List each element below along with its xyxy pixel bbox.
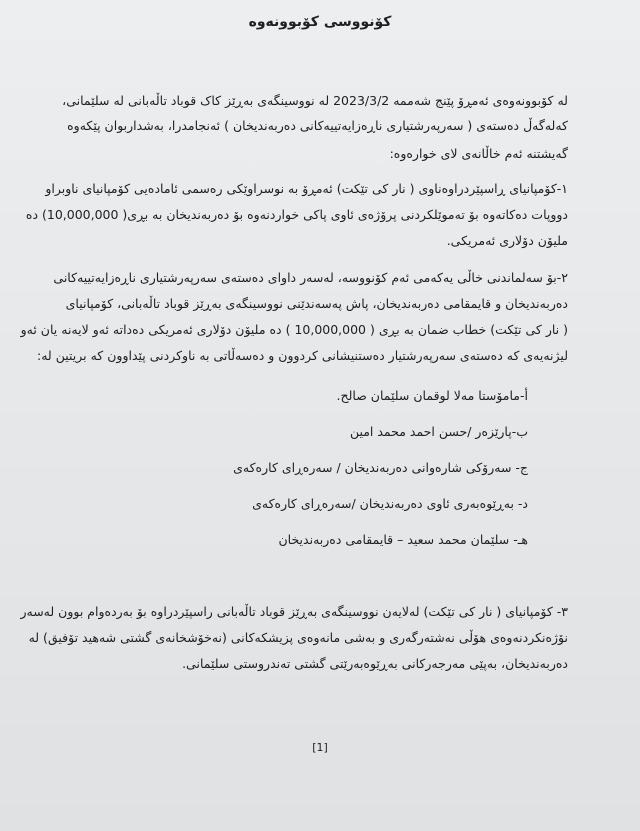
member-item-5: هـ- سلێمان محمد سعید – قایمقامی دەربەندیخان: [278, 532, 528, 547]
document-title: کۆنووسی کۆبوونەوە: [248, 14, 392, 30]
point-2-line-1: ٢-بۆ سەلماندنی خاڵی یەکەمی ئەم کۆنووسە، لەسەر داوای دەستەی سەرپەرشتیاری ناڕەزایەتییەکانی: [53, 270, 568, 285]
point-2-line-3: ( نار کی تێکت) خطاب ضمان بە بڕی ( 10,000,000 ) دە ملیۆن دۆلاری ئەمریکی دەداتە ئەو لایەنە یان ئەو: [20, 322, 568, 337]
intro-line-2: کەلەگەڵ دەستەی ( سەرپەرشتیاری ناڕەزایەتییەکانی دەربەندیخان ) ئەنجامدرا، بەشداربوان پێکەوە: [67, 118, 568, 133]
intro-line-3: گەیشتنە ئەم خاڵانەی لای خوارەوە:: [389, 146, 568, 161]
intro-line-1: لە کۆبوونەوەی ئەمڕۆ پێنج شەممە 2023/3/2 لە نووسینگەی بەڕێز کاک قوباد تاڵەبانی لە سلێمانی،: [62, 93, 568, 108]
member-item-1: أ-مامۆستا مەلا لوقمان سلێمان صالح.: [336, 388, 528, 403]
point-1-line-2: دووپات دەکاتەوە بۆ تەموێلکردنی پرۆژەی ئاوی پاکی خواردنەوە بۆ دەربەندیخان بە بڕی( 10,000,000) دە: [25, 207, 568, 222]
member-item-3: ج- سەرۆکی شارەوانی دەربەندیخان / سەرەڕای کارەکەی: [233, 460, 528, 475]
point-1-line-3: ملیۆن دۆلاری ئەمریکی.: [446, 233, 568, 248]
point-2-line-2: دەربەندیخان و قایمقامی دەربەندیخان، پاش پەسەندێنی نووسینگەی بەڕێز قوباد تاڵەبانی، کۆمپانیای: [65, 296, 568, 311]
page-number: [1]: [312, 741, 328, 754]
point-3-line-3: دەربەندیخان، بەپێی مەرجەرکانی بەڕێوەبەرێتی گشتی تەندروستی سلێمانی.: [182, 656, 568, 671]
member-item-4: د- بەڕێوەبەری ئاوی دەربەندیخان /سەرەڕای کارەکەی: [252, 496, 528, 511]
point-3-line-2: نۆژەنکردنەوەی هۆڵی نەشتەرگەری و بەشی مانەوەی پزیشکەکانی (نەخۆشخانەی گشتی شەهید تۆفیق) لە: [28, 630, 568, 645]
point-1-line-1: ١-کۆمپانیای ڕاسپێردراوەناوی ( نار کی تێکت) ئەمڕۆ بە نوسراوێکی رەسمی ئامادەیی کۆمپانیای ناوبراو: [45, 181, 568, 196]
point-2-line-4: لیژنەیەی کە دەستەی سەرپەرشتیار دەستنیشانی کردوون و دەسەڵاتی بە ناوکردنی پێداوون کە بریتین لە:: [37, 348, 568, 363]
point-3-line-1: ٣- کۆمپانیای ( نار کی تێکت) لەلایەن نووسینگەی بەڕێز قوباد تاڵەبانی راسپێردراوە بۆ بەردەوام بوون لەسەر: [20, 604, 568, 619]
member-item-2: ب-پارێزەر /حسن احمد محمد امین: [349, 424, 528, 439]
